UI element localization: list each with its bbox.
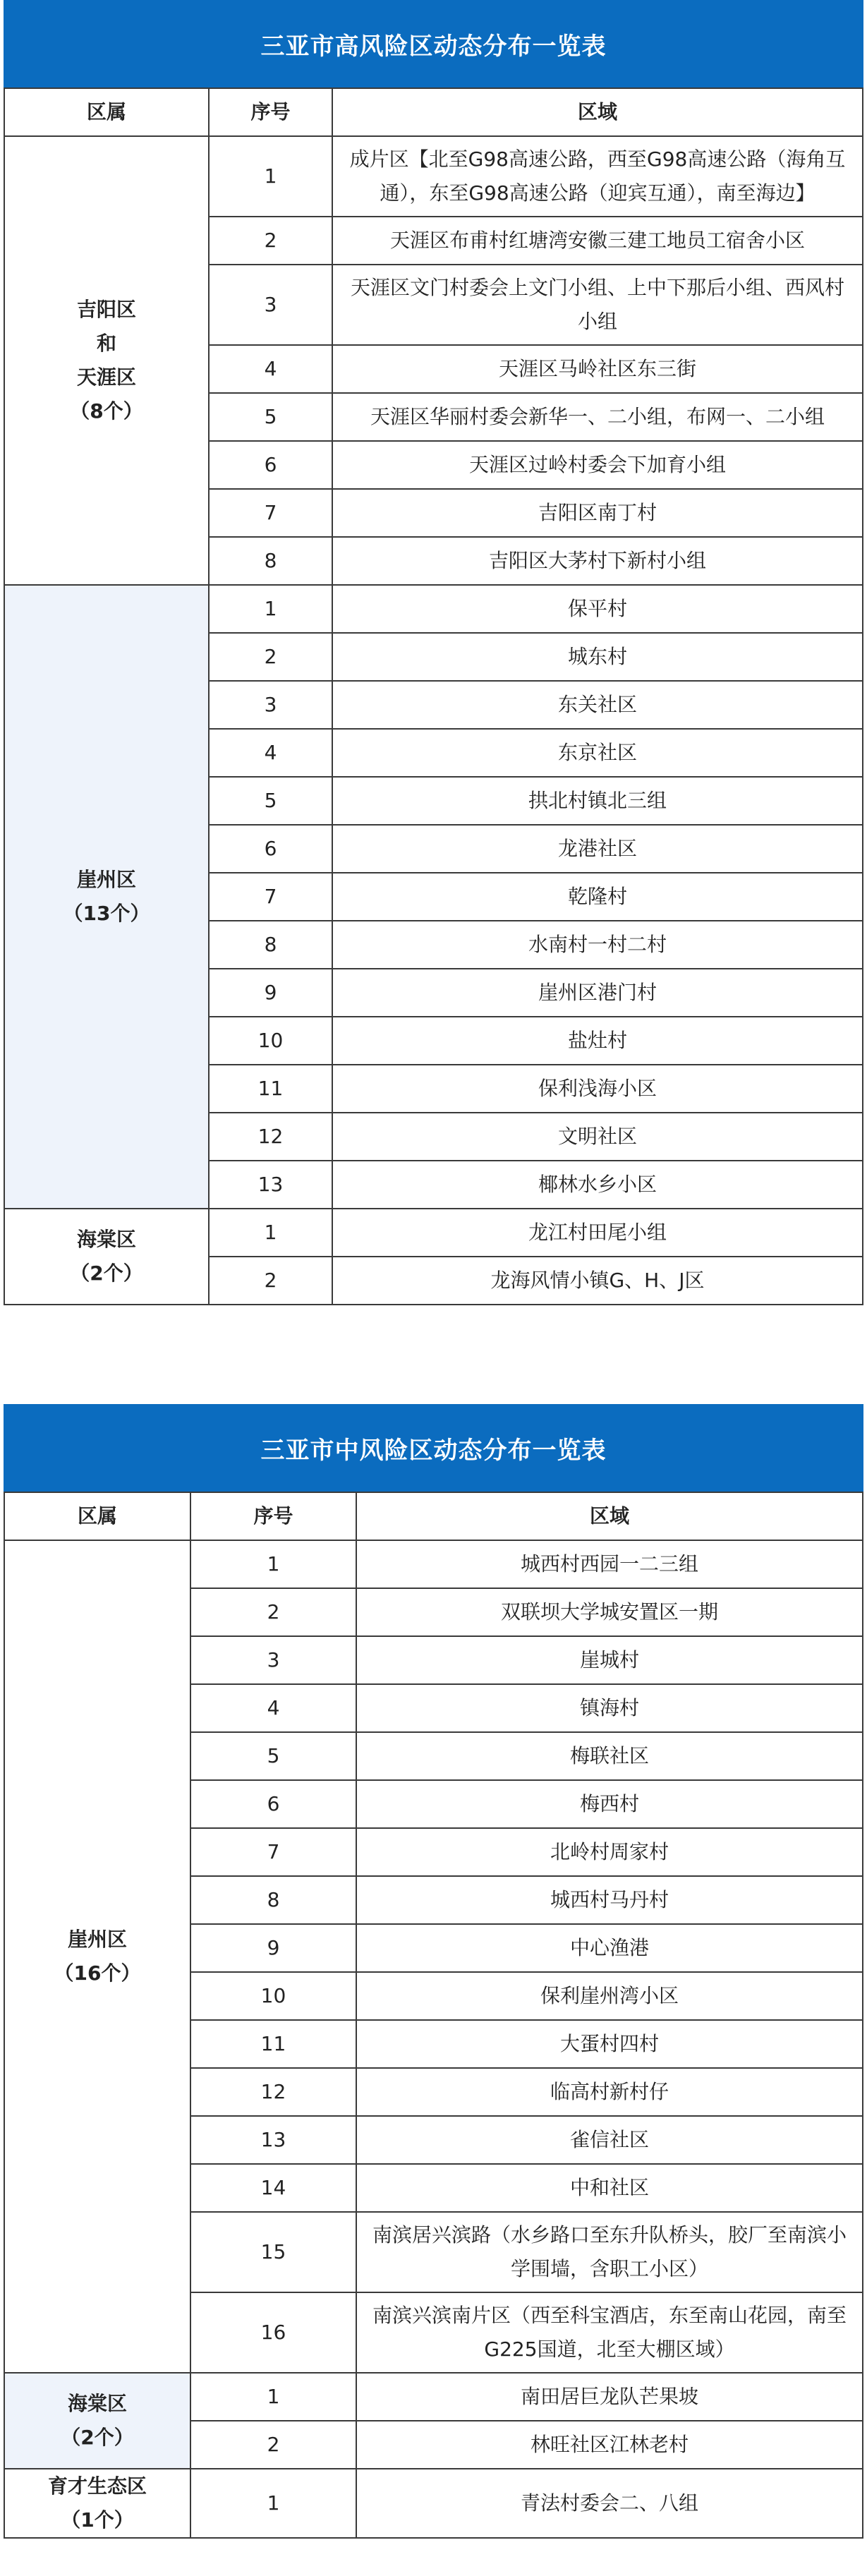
area-cell: 南滨居兴滨路（水乡路口至东升队桥头，胶厂至南滨小学围墙，含职工小区）: [356, 2212, 863, 2292]
row-number-cell: 2: [209, 1257, 332, 1305]
row-number-cell: 2: [209, 217, 332, 265]
row-number-cell: 16: [190, 2292, 356, 2373]
row-number-cell: 2: [209, 633, 332, 681]
area-cell: 盐灶村: [332, 1017, 863, 1065]
row-number-cell: 2: [190, 1588, 356, 1636]
area-cell: 天涯区华丽村委会新华一、二小组，布网一、二小组: [332, 393, 863, 441]
area-cell: 大蛋村四村: [356, 2020, 863, 2068]
area-cell: 天涯区马岭社区东三街: [332, 345, 863, 393]
row-number-cell: 14: [190, 2164, 356, 2212]
medium-risk-table-section: [4, 1404, 863, 2539]
area-cell: 城东村: [332, 633, 863, 681]
area-cell: 东关社区: [332, 681, 863, 729]
district-cell: [4, 585, 209, 1209]
area-cell: 天涯区布甫村红塘湾安徽三建工地员工宿舍小区: [332, 217, 863, 265]
header-area: 区域: [332, 88, 863, 136]
table-row: [4, 2373, 863, 2421]
medium-risk-table-body: [4, 1540, 863, 2538]
row-number-cell: 7: [209, 489, 332, 537]
row-number-cell: 1: [209, 1209, 332, 1257]
row-number-cell: 8: [209, 537, 332, 585]
row-number-cell: 6: [209, 441, 332, 489]
area-cell: 东京社区: [332, 729, 863, 777]
area-cell: 南田居巨龙队芒果坡: [356, 2373, 863, 2421]
high-risk-table-body: [4, 136, 863, 1305]
row-number-cell: 8: [209, 921, 332, 969]
row-number-cell: 8: [190, 1876, 356, 1924]
district-name-line: （16个）: [54, 1961, 141, 1985]
district-cell: [4, 2373, 190, 2469]
area-cell: 龙港社区: [332, 825, 863, 873]
row-number-cell: 1: [190, 1540, 356, 1588]
area-cell: 保利浅海小区: [332, 1065, 863, 1113]
district-cell: [4, 2469, 190, 2538]
header-area: 区域: [356, 1492, 863, 1540]
high-risk-table-section: [4, 0, 863, 1305]
row-number-cell: 10: [190, 1972, 356, 2020]
header-number: 序号: [190, 1492, 356, 1540]
area-cell: 城西村马丹村: [356, 1876, 863, 1924]
table-row: [4, 585, 863, 633]
header-district: 区属: [4, 1492, 190, 1540]
row-number-cell: 7: [190, 1828, 356, 1876]
area-cell: 吉阳区大茅村下新村小组: [332, 537, 863, 585]
row-number-cell: 10: [209, 1017, 332, 1065]
high-risk-title: 三亚市高风险区动态分布一览表: [4, 0, 863, 87]
area-cell: 拱北村镇北三组: [332, 777, 863, 825]
area-cell: 镇海村: [356, 1684, 863, 1732]
area-cell: 成片区【北至G98高速公路，西至G98高速公路（海角互通），东至G98高速公路（迎宾互通），南至海边】: [332, 136, 863, 217]
row-number-cell: 15: [190, 2212, 356, 2292]
area-cell: 双联坝大学城安置区一期: [356, 1588, 863, 1636]
row-number-cell: 12: [190, 2068, 356, 2116]
area-cell: 梅联社区: [356, 1732, 863, 1780]
district-name-line: 和: [96, 332, 116, 355]
row-number-cell: 6: [190, 1780, 356, 1828]
table-row: [4, 1540, 863, 1588]
table-row: [4, 1209, 863, 1257]
district-name-line: 崖州区: [76, 868, 136, 891]
row-number-cell: 4: [209, 729, 332, 777]
row-number-cell: 11: [190, 2020, 356, 2068]
area-cell: 雀信社区: [356, 2116, 863, 2164]
row-number-cell: 4: [190, 1684, 356, 1732]
row-number-cell: 3: [209, 681, 332, 729]
area-cell: 临高村新村仔: [356, 2068, 863, 2116]
area-cell: 文明社区: [332, 1113, 863, 1161]
district-name-line: （8个）: [70, 399, 143, 423]
row-number-cell: 3: [190, 1636, 356, 1684]
row-number-cell: 1: [190, 2373, 356, 2421]
table-row: [4, 136, 863, 217]
row-number-cell: 3: [209, 265, 332, 345]
table-header-row: [4, 1492, 863, 1540]
row-number-cell: 9: [190, 1924, 356, 1972]
row-number-cell: 13: [209, 1161, 332, 1209]
header-district: 区属: [4, 88, 209, 136]
medium-risk-title: 三亚市中风险区动态分布一览表: [4, 1404, 863, 1492]
area-cell: 吉阳区南丁村: [332, 489, 863, 537]
district-name-line: 崖州区: [67, 1928, 127, 1951]
area-cell: 天涯区过岭村委会下加育小组: [332, 441, 863, 489]
area-cell: 崖州区港门村: [332, 969, 863, 1017]
row-number-cell: 5: [190, 1732, 356, 1780]
high-risk-table: [4, 87, 863, 1305]
district-cell: [4, 1209, 209, 1305]
row-number-cell: 7: [209, 873, 332, 921]
district-name-line: （1个）: [61, 2508, 134, 2532]
district-name-line: （2个）: [70, 1262, 143, 1285]
area-cell: 林旺社区江林老村: [356, 2421, 863, 2469]
row-number-cell: 1: [209, 585, 332, 633]
district-cell: [4, 136, 209, 585]
area-cell: 北岭村周家村: [356, 1828, 863, 1876]
area-cell: 梅西村: [356, 1780, 863, 1828]
area-cell: 崖城村: [356, 1636, 863, 1684]
area-cell: 龙江村田尾小组: [332, 1209, 863, 1257]
row-number-cell: 11: [209, 1065, 332, 1113]
district-name-line: 吉阳区: [76, 298, 136, 321]
area-cell: 保利崖州湾小区: [356, 1972, 863, 2020]
row-number-cell: 12: [209, 1113, 332, 1161]
row-number-cell: 1: [209, 136, 332, 217]
area-cell: 青法村委会二、八组: [356, 2469, 863, 2538]
area-cell: 椰林水乡小区: [332, 1161, 863, 1209]
area-cell: 乾隆村: [332, 873, 863, 921]
row-number-cell: 6: [209, 825, 332, 873]
area-cell: 中心渔港: [356, 1924, 863, 1972]
table-header-row: [4, 88, 863, 136]
table-row: [4, 2469, 863, 2538]
district-cell: [4, 1540, 190, 2373]
area-cell: 中和社区: [356, 2164, 863, 2212]
medium-risk-table: [4, 1492, 863, 2539]
area-cell: 保平村: [332, 585, 863, 633]
area-cell: 南滨兴滨南片区（西至科宝酒店，东至南山花园，南至G225国道，北至大棚区域）: [356, 2292, 863, 2373]
district-name-line: 海棠区: [76, 1228, 136, 1251]
area-cell: 城西村西园一二三组: [356, 1540, 863, 1588]
district-name-line: 海棠区: [67, 2392, 127, 2415]
header-number: 序号: [209, 88, 332, 136]
row-number-cell: 9: [209, 969, 332, 1017]
area-cell: 天涯区文门村委会上文门小组、上中下那后小组、西风村小组: [332, 265, 863, 345]
row-number-cell: 2: [190, 2421, 356, 2469]
row-number-cell: 5: [209, 777, 332, 825]
district-name-line: （13个）: [63, 902, 150, 925]
row-number-cell: 5: [209, 393, 332, 441]
area-cell: 龙海风情小镇G、H、J区: [332, 1257, 863, 1305]
row-number-cell: 13: [190, 2116, 356, 2164]
row-number-cell: 4: [209, 345, 332, 393]
district-name-line: 天涯区: [76, 365, 136, 389]
area-cell: 水南村一村二村: [332, 921, 863, 969]
row-number-cell: 1: [190, 2469, 356, 2538]
district-name-line: （2个）: [61, 2426, 134, 2449]
district-name-line: 育才生态区: [47, 2474, 147, 2498]
